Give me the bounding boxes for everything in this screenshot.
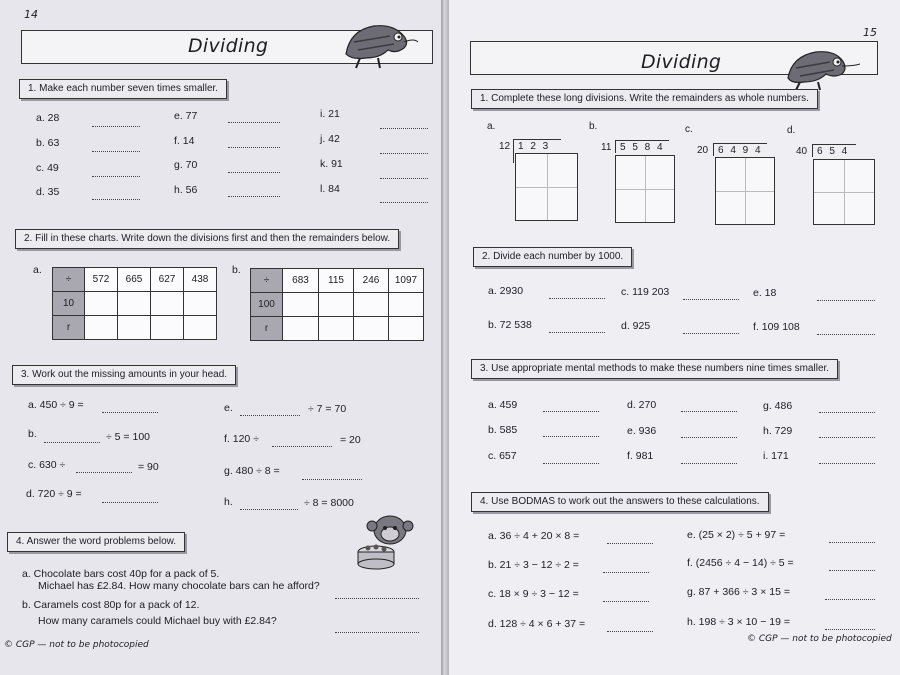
- answer-line[interactable]: [44, 442, 100, 443]
- list-item: ÷ 7 = 70: [308, 403, 347, 415]
- list-item: a. 28: [36, 112, 60, 124]
- answer-line[interactable]: [829, 570, 875, 571]
- answer-line[interactable]: [681, 437, 737, 438]
- answer-line[interactable]: [92, 126, 140, 127]
- answer-line[interactable]: [92, 151, 140, 152]
- answer-cell[interactable]: [319, 293, 354, 317]
- division-c-dividend: 6 4 9 4: [713, 143, 767, 156]
- answer-cell[interactable]: [118, 316, 151, 340]
- list-item: e. 936: [627, 425, 657, 437]
- division-chart-a: [52, 267, 217, 340]
- division-d-working-box[interactable]: [813, 159, 875, 225]
- list-item: d. 720 ÷ 9 =: [26, 488, 82, 500]
- answer-line[interactable]: [817, 334, 875, 335]
- answer-line[interactable]: [92, 199, 140, 200]
- list-item: e.: [224, 402, 233, 414]
- division-b-working-box[interactable]: [615, 155, 675, 223]
- division-c-label: c.: [685, 124, 693, 135]
- page-number: 15: [863, 26, 877, 39]
- answer-line[interactable]: [102, 412, 158, 413]
- answer-cell[interactable]: [389, 317, 424, 341]
- answer-line[interactable]: [380, 153, 428, 154]
- list-item: g. 486: [763, 400, 793, 412]
- answer-cell[interactable]: [184, 316, 217, 340]
- answer-line[interactable]: [92, 176, 140, 177]
- table-cell: 1097: [389, 269, 424, 293]
- list-item: a. 36 ÷ 4 + 20 × 8 =: [488, 530, 580, 542]
- division-a-divisor: 12: [499, 141, 511, 152]
- answer-line[interactable]: [335, 632, 419, 633]
- list-item: c. 630 ÷: [28, 459, 66, 471]
- table-cell: 665: [118, 268, 151, 292]
- answer-cell[interactable]: [85, 292, 118, 316]
- chameleon-icon: [340, 12, 420, 70]
- division-c-working-box[interactable]: [715, 157, 775, 225]
- list-item: d. 925: [621, 320, 651, 332]
- question-2-heading: 2. Fill in these charts. Write down the divisions first and then the remainders below.: [15, 229, 399, 249]
- answer-line[interactable]: [603, 572, 649, 573]
- list-item: f. 14: [174, 135, 195, 147]
- division-a-label: a.: [487, 121, 496, 132]
- list-item: d. 128 ÷ 4 × 6 + 37 =: [488, 618, 586, 630]
- list-item: f. 981: [627, 450, 654, 462]
- page-title: Dividing: [641, 51, 722, 73]
- division-d-divisor: 40: [796, 146, 808, 157]
- list-item: c. 657: [488, 450, 517, 462]
- table-cell: ÷: [251, 269, 283, 293]
- question-4-heading: 4. Answer the word problems below.: [7, 532, 185, 552]
- answer-line[interactable]: [380, 128, 428, 129]
- question-4-heading: 4. Use BODMAS to work out the answers to these calculations.: [471, 492, 769, 512]
- list-item: ÷ 8 = 8000: [304, 497, 354, 509]
- list-item: g. 70: [174, 159, 198, 171]
- answer-line[interactable]: [543, 436, 599, 437]
- answer-line[interactable]: [228, 147, 280, 148]
- left-page: [0, 0, 441, 675]
- table-cell: 683: [283, 269, 319, 293]
- list-item: ÷ 5 = 100: [106, 431, 151, 443]
- question-1-heading: 1. Make each number seven times smaller.: [19, 79, 227, 99]
- table-cell: 100: [251, 293, 283, 317]
- word-problem-a-line-2: Michael has £2.84. How many chocolate bars can he afford?: [38, 580, 320, 592]
- question-2-heading: 2. Divide each number by 1000.: [473, 247, 632, 267]
- table-cell: 572: [85, 268, 118, 292]
- table-cell: ÷: [53, 268, 85, 292]
- list-item: b. 63: [36, 137, 60, 149]
- table-cell: 627: [151, 268, 184, 292]
- answer-line[interactable]: [829, 542, 875, 543]
- list-item: f. 120 ÷: [224, 433, 259, 445]
- list-item: e. (25 × 2) ÷ 5 + 97 =: [687, 529, 786, 541]
- answer-cell[interactable]: [319, 317, 354, 341]
- answer-line[interactable]: [240, 415, 300, 416]
- answer-line[interactable]: [683, 299, 739, 300]
- list-item: a. 459: [488, 399, 518, 411]
- list-item: h. 729: [763, 425, 793, 437]
- page-title: Dividing: [188, 35, 269, 57]
- division-a-dividend: 1 2 3: [513, 139, 561, 163]
- monkey-cake-icon: [350, 512, 424, 570]
- list-item: k. 91: [320, 158, 343, 170]
- answer-line[interactable]: [607, 543, 653, 544]
- answer-line[interactable]: [817, 300, 875, 301]
- list-item: f. 109 108: [753, 321, 800, 333]
- answer-line[interactable]: [603, 601, 649, 602]
- answer-line[interactable]: [335, 598, 419, 599]
- list-item: i. 21: [320, 108, 340, 120]
- answer-line[interactable]: [681, 411, 737, 412]
- answer-cell[interactable]: [85, 316, 118, 340]
- answer-line[interactable]: [825, 599, 875, 600]
- list-item: j. 42: [320, 133, 340, 145]
- table-cell: 438: [184, 268, 217, 292]
- answer-line[interactable]: [380, 202, 428, 203]
- division-b-label: b.: [589, 121, 598, 132]
- answer-cell[interactable]: [118, 292, 151, 316]
- list-item: g. 480 ÷ 8 =: [224, 465, 280, 477]
- division-chart-b: [250, 268, 424, 341]
- list-item: f. (2456 ÷ 4 − 14) ÷ 5 =: [687, 557, 794, 569]
- table-cell: 115: [319, 269, 354, 293]
- answer-line[interactable]: [683, 333, 739, 334]
- answer-line[interactable]: [380, 178, 428, 179]
- question-3-heading: 3. Work out the missing amounts in your head.: [12, 365, 236, 385]
- table-cell: 246: [354, 269, 389, 293]
- answer-line[interactable]: [819, 437, 875, 438]
- answer-line[interactable]: [607, 631, 653, 632]
- list-item: d. 35: [36, 186, 60, 198]
- answer-line[interactable]: [228, 172, 280, 173]
- chart-b-label: b.: [232, 264, 241, 276]
- answer-cell[interactable]: [283, 317, 319, 341]
- list-item: h. 56: [174, 184, 198, 196]
- chameleon-icon: [782, 44, 862, 92]
- page-number: 14: [24, 8, 38, 21]
- answer-cell[interactable]: [354, 317, 389, 341]
- division-c-divisor: 20: [697, 145, 709, 156]
- answer-line[interactable]: [228, 122, 280, 123]
- list-item: h. 198 ÷ 3 × 10 − 19 =: [687, 616, 790, 628]
- book-spine: [441, 0, 449, 675]
- list-item: e. 77: [174, 110, 198, 122]
- answer-line[interactable]: [825, 629, 875, 630]
- answer-cell[interactable]: [283, 293, 319, 317]
- list-item: b. 72 538: [488, 319, 532, 331]
- question-1-heading: 1. Complete these long divisions. Write the remainders as whole numbers.: [471, 89, 818, 109]
- footer-copyright: © CGP — not to be photocopied: [747, 634, 892, 644]
- right-page: [449, 0, 900, 675]
- table-cell: r: [53, 316, 85, 340]
- answer-line[interactable]: [272, 446, 332, 447]
- answer-cell[interactable]: [151, 292, 184, 316]
- list-item: h.: [224, 496, 233, 508]
- answer-cell[interactable]: [389, 293, 424, 317]
- answer-line[interactable]: [681, 463, 737, 464]
- division-a-working-box[interactable]: [515, 153, 578, 221]
- list-item: i. 171: [763, 450, 789, 462]
- division-b-dividend: 5 5 8 4: [615, 140, 669, 153]
- answer-cell[interactable]: [151, 316, 184, 340]
- list-item: b. 21 ÷ 3 − 12 ÷ 2 =: [488, 559, 579, 571]
- question-3-heading: 3. Use appropriate mental methods to make these numbers nine times smaller.: [471, 359, 838, 379]
- answer-cell[interactable]: [184, 292, 217, 316]
- answer-cell[interactable]: [354, 293, 389, 317]
- answer-line[interactable]: [228, 196, 280, 197]
- division-d-dividend: 6 5 4: [812, 144, 856, 157]
- list-item: b. 585: [488, 424, 518, 436]
- list-item: c. 119 203: [621, 286, 670, 298]
- list-item: c. 49: [36, 162, 59, 174]
- answer-line[interactable]: [302, 479, 362, 480]
- list-item: c. 18 × 9 ÷ 3 − 12 =: [488, 588, 579, 600]
- word-problem-b-line-1: b. Caramels cost 80p for a pack of 12.: [22, 599, 200, 611]
- answer-line[interactable]: [543, 411, 599, 412]
- footer-copyright: © CGP — not to be photocopied: [4, 640, 149, 650]
- list-item: = 90: [138, 461, 159, 473]
- list-item: d. 270: [627, 399, 657, 411]
- list-item: g. 87 + 366 ÷ 3 × 15 =: [687, 586, 790, 598]
- division-b-divisor: 11: [601, 142, 612, 153]
- list-item: = 20: [340, 434, 361, 446]
- list-item: a. 450 ÷ 9 =: [28, 399, 84, 411]
- answer-line[interactable]: [543, 463, 599, 464]
- list-item: l. 84: [320, 183, 340, 195]
- word-problem-a-line-1: a. Chocolate bars cost 40p for a pack of 5.: [22, 568, 220, 580]
- answer-line[interactable]: [549, 332, 605, 333]
- answer-line[interactable]: [102, 502, 158, 503]
- answer-line[interactable]: [819, 463, 875, 464]
- list-item: a. 2930: [488, 285, 524, 297]
- answer-line[interactable]: [240, 509, 298, 510]
- list-item: e. 18: [753, 287, 777, 299]
- chart-a-label: a.: [33, 264, 42, 276]
- table-cell: r: [251, 317, 283, 341]
- answer-line[interactable]: [819, 412, 875, 413]
- table-cell: 10: [53, 292, 85, 316]
- answer-line[interactable]: [76, 472, 132, 473]
- answer-line[interactable]: [549, 298, 605, 299]
- word-problem-b-line-2: How many caramels could Michael buy with £2.84?: [38, 615, 277, 627]
- division-d-label: d.: [787, 125, 796, 136]
- list-item: b.: [28, 428, 37, 440]
